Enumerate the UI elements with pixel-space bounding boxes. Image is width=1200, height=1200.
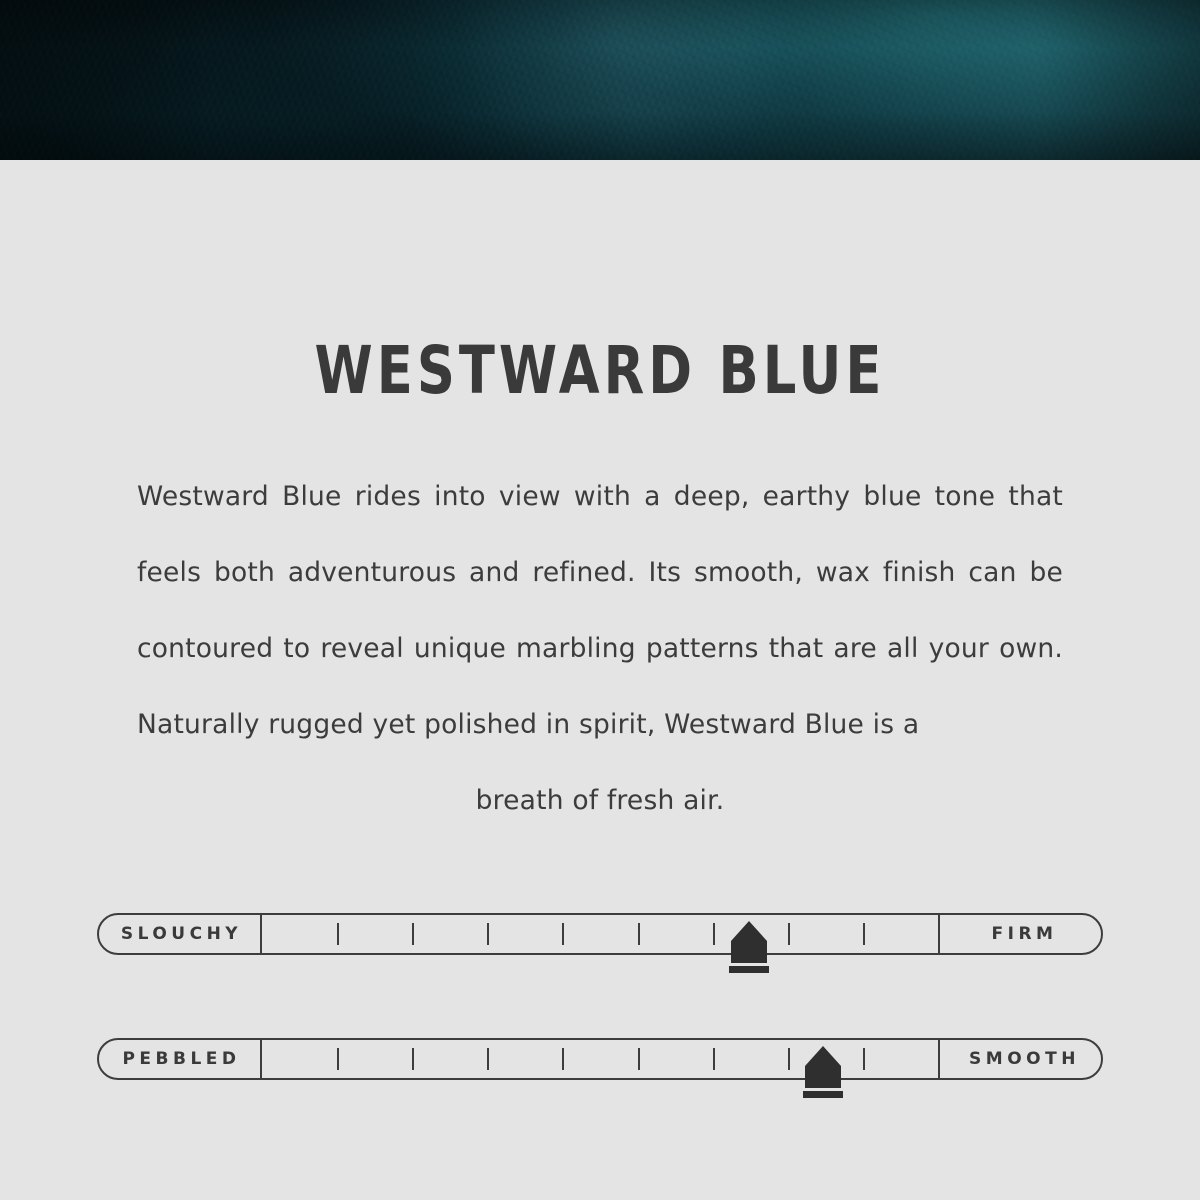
scale-tick (487, 1048, 489, 1070)
scale-tick (638, 1048, 640, 1070)
page-title: WESTWARD BLUE (314, 332, 886, 410)
scale-tick (863, 1048, 865, 1070)
card-content (0, 160, 1200, 1200)
scale-firmness-ticks (262, 913, 938, 955)
scale-texture-left-label: PEBBLED (97, 1038, 262, 1080)
leather-texture-banner (0, 0, 1200, 160)
scale-tick (863, 923, 865, 945)
scale-tick (412, 923, 414, 945)
scale-texture-marker[interactable] (803, 1046, 843, 1098)
scale-tick (713, 923, 715, 945)
scale-texture-right-label: SMOOTH (938, 1038, 1103, 1080)
marker-base-icon (729, 966, 769, 973)
scale-firmness-right-label: FIRM (938, 913, 1103, 955)
marker-pin-icon (731, 921, 767, 941)
marker-base-icon (803, 1091, 843, 1098)
marker-stem-icon (805, 1066, 841, 1088)
scale-firmness-marker[interactable] (729, 921, 769, 973)
scale-tick (562, 1048, 564, 1070)
description-last-line: breath of fresh air. (475, 784, 725, 816)
scale-tick (562, 923, 564, 945)
scale-tick (337, 1048, 339, 1070)
scale-tick (337, 923, 339, 945)
product-description (137, 459, 1063, 839)
scale-tick (487, 923, 489, 945)
scale-tick (638, 923, 640, 945)
scale-texture[interactable] (97, 1038, 1103, 1080)
scale-tick (412, 1048, 414, 1070)
scale-tick (788, 1048, 790, 1070)
scale-tick (713, 1048, 715, 1070)
scale-firmness-left-label: SLOUCHY (97, 913, 262, 955)
scale-tick (788, 923, 790, 945)
banner-vignette (0, 0, 1200, 160)
marker-stem-icon (731, 941, 767, 963)
scale-firmness[interactable] (97, 913, 1103, 955)
marker-pin-icon (805, 1046, 841, 1066)
description-text: Westward Blue rides into view with a deep, earthy blue tone that feels both adventurous and refined. Its smooth, wax finish can be contoured to reveal unique marbling patterns that are all your own. Naturally rugged yet polished in spirit, Westward Blue is a (137, 480, 1063, 740)
